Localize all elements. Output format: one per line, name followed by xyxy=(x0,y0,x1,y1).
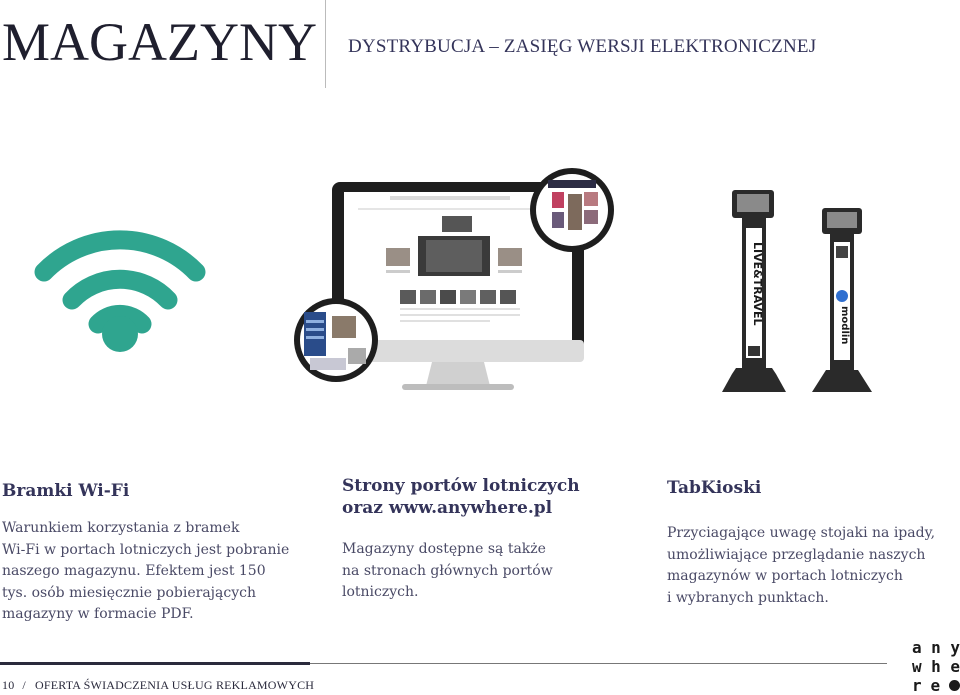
footer xyxy=(2,678,314,693)
wifi-description xyxy=(2,518,289,626)
page-title: MAGAZYNY xyxy=(2,12,317,72)
header-divider xyxy=(325,0,326,88)
airport-sites-description xyxy=(342,539,553,604)
text-line: umożliwiające przeglądanie naszych xyxy=(667,546,926,563)
tabkiosk-heading: TabKioski xyxy=(667,478,762,498)
footer-rule-thin xyxy=(310,663,887,664)
text-line: i wybranych punktach. xyxy=(667,589,829,606)
logo-letter: e xyxy=(950,657,960,676)
logo-letter: e xyxy=(930,676,941,695)
logo-letter: y xyxy=(950,638,960,657)
logo-row xyxy=(912,638,960,657)
text-line: lotniczych. xyxy=(342,584,419,600)
airport-sites-heading xyxy=(342,475,580,519)
tabkiosk-description xyxy=(667,523,935,609)
text-line: Przyciagające uwagę stojaki na ipady, xyxy=(667,525,936,541)
heading-line: Strony portów lotniczych xyxy=(342,476,580,496)
logo-dot-icon xyxy=(949,680,960,691)
footer-separator: / xyxy=(22,678,26,692)
page-subtitle: DYSTRYBUCJA – ZASIĘG WERSJI ELEKTRONICZNEJ xyxy=(348,36,817,57)
logo-letter: r xyxy=(912,676,922,695)
anywhere-logo xyxy=(912,638,960,695)
text-line: Magazyny dostępne są także xyxy=(342,541,546,557)
logo-row xyxy=(912,657,960,676)
wifi-icon xyxy=(30,220,210,355)
text-line: Wi-Fi w portach lotniczych jest pobranie xyxy=(2,541,290,558)
desktop-monitor-icon xyxy=(290,162,620,402)
text-line: magazyny w formacie PDF. xyxy=(2,606,194,622)
wifi-heading: Bramki Wi-Fi xyxy=(2,481,130,501)
logo-letter: h xyxy=(931,657,941,676)
footer-label: OFERTA ŚWIADCZENIA USŁUG REKLAMOWYCH xyxy=(34,678,315,692)
kiosk-panel-right-label: modlin xyxy=(839,306,850,345)
logo-row xyxy=(912,676,960,695)
kiosk-stand-icon xyxy=(700,186,890,401)
heading-line: oraz www.anywhere.pl xyxy=(342,498,553,518)
text-line: Warunkiem korzystania z bramek xyxy=(2,520,240,536)
logo-letter: n xyxy=(931,638,941,657)
text-line: na stronach głównych portów xyxy=(342,562,553,579)
logo-letter: a xyxy=(912,638,922,657)
logo-letter: w xyxy=(912,657,922,676)
kiosk-panel-left-label: LIVE&TRAVEL xyxy=(751,242,764,326)
page-number: 10 xyxy=(2,678,15,692)
footer-rule-thick xyxy=(0,662,310,665)
text-line: magazynów w portach lotniczych xyxy=(667,568,903,584)
text-line: naszego magazynu. Efektem jest 150 xyxy=(2,563,266,579)
text-line: tys. osób miesięcznie pobierających xyxy=(2,584,256,601)
